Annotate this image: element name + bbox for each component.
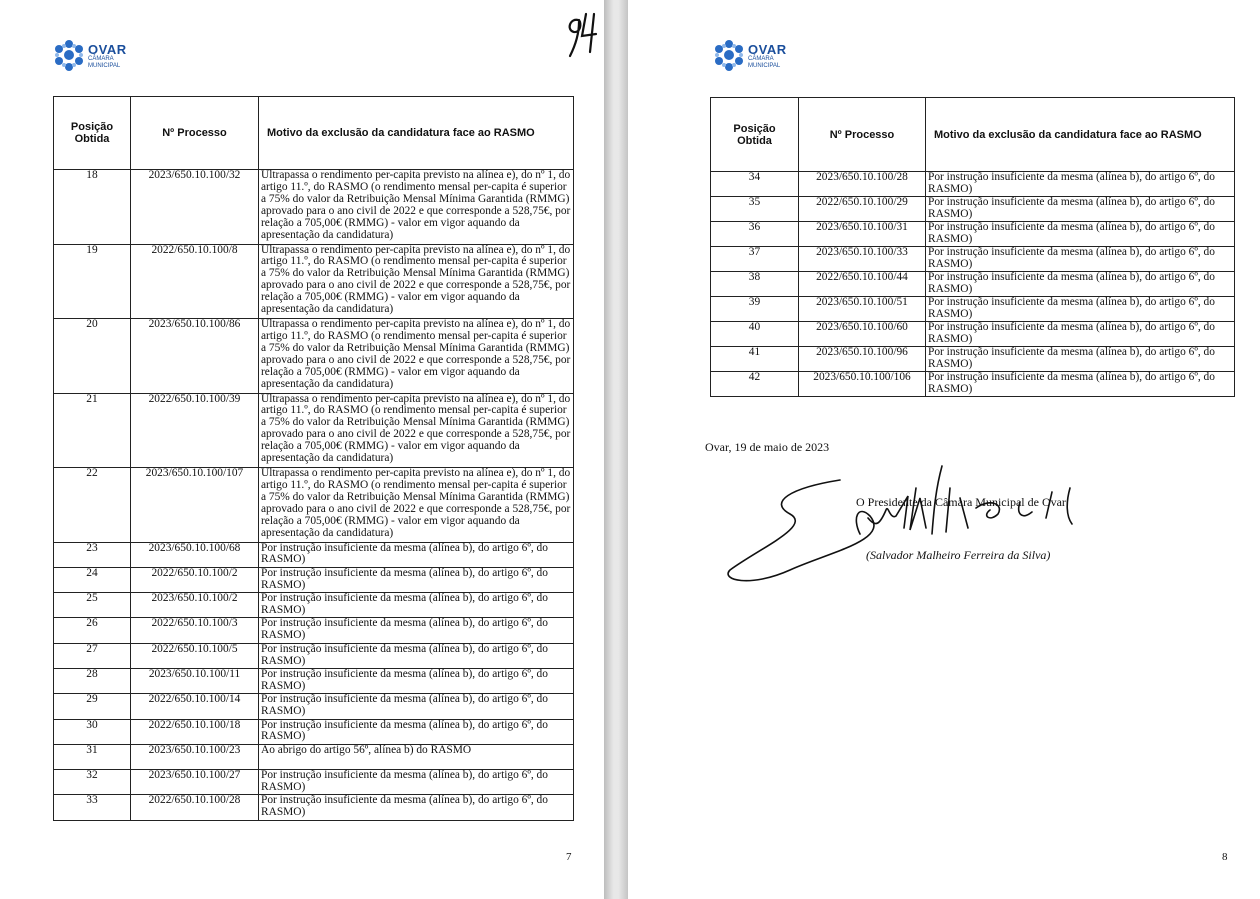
row-exclusion-reason: Por instrução insuficiente da mesma (alínea b), do artigo 6º, do RASMO) bbox=[926, 222, 1235, 247]
table-header-row bbox=[711, 98, 1235, 172]
row-exclusion-reason: Por instrução insuficiente da mesma (alínea b), do artigo 6º, do RASMO) bbox=[259, 567, 574, 592]
municipality-emblem-icon bbox=[52, 38, 86, 74]
table-header-row bbox=[54, 97, 574, 170]
row-exclusion-reason: Por instrução insuficiente da mesma (alínea b), do artigo 6º, do RASMO) bbox=[926, 297, 1235, 322]
row-position: 18 bbox=[54, 170, 131, 245]
page-number: 8 bbox=[1222, 851, 1228, 863]
row-position: 41 bbox=[711, 347, 799, 372]
table-row bbox=[54, 744, 574, 769]
logo-subtitle-1: CÂMARA bbox=[88, 55, 114, 62]
document-page-left bbox=[0, 0, 604, 899]
municipality-logo bbox=[712, 38, 787, 74]
row-position: 20 bbox=[54, 319, 131, 394]
row-position: 27 bbox=[54, 643, 131, 668]
table-row bbox=[54, 319, 574, 394]
header-process: Nº Processo bbox=[131, 97, 259, 170]
header-reason: Motivo da exclusão da candidatura face ao RASMO bbox=[259, 97, 574, 170]
row-process-number: 2023/650.10.100/23 bbox=[131, 744, 259, 769]
row-process-number: 2023/650.10.100/60 bbox=[799, 322, 926, 347]
row-exclusion-reason: Por instrução insuficiente da mesma (alínea b), do artigo 6º, do RASMO) bbox=[926, 347, 1235, 372]
row-position: 26 bbox=[54, 618, 131, 643]
table-row bbox=[54, 393, 574, 468]
table-row bbox=[54, 694, 574, 719]
page-number: 7 bbox=[566, 851, 572, 863]
header-position: Posição Obtida bbox=[54, 97, 131, 170]
table-row bbox=[711, 347, 1235, 372]
municipality-emblem-icon bbox=[712, 38, 746, 74]
row-process-number: 2023/650.10.100/27 bbox=[131, 770, 259, 795]
president-title: O Presidente da Câmara Municipal de Ovar bbox=[856, 495, 1066, 509]
row-position: 22 bbox=[54, 468, 131, 543]
row-position: 32 bbox=[54, 770, 131, 795]
logo-title: OVAR bbox=[88, 41, 127, 57]
municipality-logo bbox=[52, 38, 127, 74]
row-position: 29 bbox=[54, 694, 131, 719]
row-process-number: 2022/650.10.100/39 bbox=[131, 393, 259, 468]
table-row bbox=[711, 222, 1235, 247]
table-row bbox=[711, 272, 1235, 297]
row-process-number: 2022/650.10.100/28 bbox=[131, 795, 259, 820]
row-process-number: 2023/650.10.100/51 bbox=[799, 297, 926, 322]
book-gutter bbox=[604, 0, 628, 899]
row-position: 38 bbox=[711, 272, 799, 297]
row-process-number: 2023/650.10.100/31 bbox=[799, 222, 926, 247]
row-position: 37 bbox=[711, 247, 799, 272]
exclusion-table-right bbox=[710, 97, 1235, 397]
row-exclusion-reason: Ultrapassa o rendimento per-capita previsto na alínea e), do nº 1, do artigo 11.º, do RASMO (o rendimento mensal per-capita é superior a 75% do valor da Retribuição Mensal Mínima Garantida (RMMG) aprovado para o ano civil de 2022 e que corresponde a 528,75€, por relação a 705,00€ (RMMG) - valor em vigor aquando da apresentação da candidatura) bbox=[259, 244, 574, 319]
president-signature bbox=[720, 458, 1120, 590]
row-process-number: 2022/650.10.100/29 bbox=[799, 197, 926, 222]
table-row bbox=[711, 372, 1235, 397]
row-position: 23 bbox=[54, 542, 131, 567]
table-row bbox=[54, 542, 574, 567]
document-page-right bbox=[628, 0, 1260, 899]
date-line: Ovar, 19 de maio de 2023 bbox=[705, 440, 830, 454]
table-row bbox=[54, 795, 574, 820]
row-position: 21 bbox=[54, 393, 131, 468]
row-exclusion-reason: Por instrução insuficiente da mesma (alínea b), do artigo 6º, do RASMO) bbox=[926, 372, 1235, 397]
row-position: 34 bbox=[711, 172, 799, 197]
row-position: 31 bbox=[54, 744, 131, 769]
row-exclusion-reason: Por instrução insuficiente da mesma (alínea b), do artigo 6º, do RASMO) bbox=[259, 770, 574, 795]
row-exclusion-reason: Por instrução insuficiente da mesma (alínea b), do artigo 6º, do RASMO) bbox=[926, 172, 1235, 197]
row-exclusion-reason: Ultrapassa o rendimento per-capita previsto na alínea e), do nº 1, do artigo 11.º, do RASMO (o rendimento mensal per-capita é superior a 75% do valor da Retribuição Mensal Mínima Garantida (RMMG) aprovado para o ano civil de 2022 e que corresponde a 528,75€, por relação a 705,00€ (RMMG) - valor em vigor aquando da apresentação da candidatura) bbox=[259, 468, 574, 543]
row-exclusion-reason: Por instrução insuficiente da mesma (alínea b), do artigo 6º, do RASMO) bbox=[259, 618, 574, 643]
row-position: 24 bbox=[54, 567, 131, 592]
table-row bbox=[54, 618, 574, 643]
table-row bbox=[711, 322, 1235, 347]
row-process-number: 2023/650.10.100/68 bbox=[131, 542, 259, 567]
row-process-number: 2022/650.10.100/18 bbox=[131, 719, 259, 744]
row-exclusion-reason: Ao abrigo do artigo 56º, alínea b) do RASMO bbox=[259, 744, 574, 769]
row-exclusion-reason: Por instrução insuficiente da mesma (alínea b), do artigo 6º, do RASMO) bbox=[259, 719, 574, 744]
table-row bbox=[54, 719, 574, 744]
table-row bbox=[54, 770, 574, 795]
row-process-number: 2023/650.10.100/33 bbox=[799, 247, 926, 272]
row-position: 42 bbox=[711, 372, 799, 397]
table-row bbox=[711, 297, 1235, 322]
header-process: Nº Processo bbox=[799, 98, 926, 172]
row-process-number: 2022/650.10.100/2 bbox=[131, 567, 259, 592]
row-position: 40 bbox=[711, 322, 799, 347]
row-exclusion-reason: Por instrução insuficiente da mesma (alínea b), do artigo 6º, do RASMO) bbox=[259, 795, 574, 820]
table-row bbox=[54, 668, 574, 693]
row-exclusion-reason: Ultrapassa o rendimento per-capita previsto na alínea e), do nº 1, do artigo 11.º, do RASMO (o rendimento mensal per-capita é superior a 75% do valor da Retribuição Mensal Mínima Garantida (RMMG) aprovado para o ano civil de 2022 e que corresponde a 528,75€, por relação a 705,00€ (RMMG) - valor em vigor aquando da apresentação da candidatura) bbox=[259, 393, 574, 468]
row-exclusion-reason: Ultrapassa o rendimento per-capita previsto na alínea e), do nº 1, do artigo 11.º, do RASMO (o rendimento mensal per-capita é superior a 75% do valor da Retribuição Mensal Mínima Garantida (RMMG) aprovado para o ano civil de 2022 e que corresponde a 528,75€, por relação a 705,00€ (RMMG) - valor em vigor aquando da apresentação da candidatura) bbox=[259, 319, 574, 394]
table-row bbox=[54, 593, 574, 618]
logo-subtitle-2: MUNICIPAL bbox=[88, 62, 121, 69]
handwritten-number-text: 94 bbox=[560, 8, 561, 9]
row-position: 36 bbox=[711, 222, 799, 247]
row-process-number: 2023/650.10.100/86 bbox=[131, 319, 259, 394]
row-process-number: 2023/650.10.100/106 bbox=[799, 372, 926, 397]
table-row bbox=[54, 170, 574, 245]
row-exclusion-reason: Por instrução insuficiente da mesma (alínea b), do artigo 6º, do RASMO) bbox=[926, 197, 1235, 222]
row-process-number: 2022/650.10.100/5 bbox=[131, 643, 259, 668]
row-process-number: 2023/650.10.100/96 bbox=[799, 347, 926, 372]
table-row bbox=[54, 244, 574, 319]
row-exclusion-reason: Por instrução insuficiente da mesma (alínea b), do artigo 6º, do RASMO) bbox=[259, 668, 574, 693]
row-position: 39 bbox=[711, 297, 799, 322]
exclusion-table-left bbox=[53, 96, 574, 821]
row-position: 19 bbox=[54, 244, 131, 319]
table-row bbox=[54, 643, 574, 668]
row-process-number: 2022/650.10.100/14 bbox=[131, 694, 259, 719]
logo-subtitle-2: MUNICIPAL bbox=[748, 62, 781, 69]
row-exclusion-reason: Ultrapassa o rendimento per-capita previsto na alínea e), do nº 1, do artigo 11.º, do RASMO (o rendimento mensal per-capita é superior a 75% do valor da Retribuição Mensal Mínima Garantida (RMMG) aprovado para o ano civil de 2022 e que corresponde a 528,75€, por relação a 705,00€ (RMMG) - valor em vigor aquando da apresentação da candidatura) bbox=[259, 170, 574, 245]
table-row bbox=[711, 172, 1235, 197]
table-row bbox=[711, 197, 1235, 222]
row-process-number: 2023/650.10.100/2 bbox=[131, 593, 259, 618]
row-exclusion-reason: Por instrução insuficiente da mesma (alínea b), do artigo 6º, do RASMO) bbox=[259, 542, 574, 567]
row-process-number: 2023/650.10.100/107 bbox=[131, 468, 259, 543]
president-name: (Salvador Malheiro Ferreira da Silva) bbox=[866, 548, 1051, 562]
row-process-number: 2022/650.10.100/44 bbox=[799, 272, 926, 297]
table-row bbox=[54, 468, 574, 543]
logo-subtitle-1: CÂMARA bbox=[748, 55, 774, 62]
row-position: 30 bbox=[54, 719, 131, 744]
row-exclusion-reason: Por instrução insuficiente da mesma (alínea b), do artigo 6º, do RASMO) bbox=[926, 272, 1235, 297]
row-exclusion-reason: Por instrução insuficiente da mesma (alínea b), do artigo 6º, do RASMO) bbox=[926, 322, 1235, 347]
row-exclusion-reason: Por instrução insuficiente da mesma (alínea b), do artigo 6º, do RASMO) bbox=[926, 247, 1235, 272]
row-position: 33 bbox=[54, 795, 131, 820]
row-exclusion-reason: Por instrução insuficiente da mesma (alínea b), do artigo 6º, do RASMO) bbox=[259, 643, 574, 668]
row-process-number: 2023/650.10.100/11 bbox=[131, 668, 259, 693]
row-process-number: 2023/650.10.100/28 bbox=[799, 172, 926, 197]
row-exclusion-reason: Por instrução insuficiente da mesma (alínea b), do artigo 6º, do RASMO) bbox=[259, 694, 574, 719]
handwritten-page-number bbox=[560, 8, 604, 60]
row-process-number: 2022/650.10.100/3 bbox=[131, 618, 259, 643]
row-position: 25 bbox=[54, 593, 131, 618]
row-process-number: 2022/650.10.100/8 bbox=[131, 244, 259, 319]
row-exclusion-reason: Por instrução insuficiente da mesma (alínea b), do artigo 6º, do RASMO) bbox=[259, 593, 574, 618]
table-row bbox=[54, 567, 574, 592]
table-row bbox=[711, 247, 1235, 272]
logo-title: OVAR bbox=[748, 41, 787, 57]
header-position: Posição Obtida bbox=[711, 98, 799, 172]
row-position: 28 bbox=[54, 668, 131, 693]
row-position: 35 bbox=[711, 197, 799, 222]
row-process-number: 2023/650.10.100/32 bbox=[131, 170, 259, 245]
header-reason: Motivo da exclusão da candidatura face ao RASMO bbox=[926, 98, 1235, 172]
